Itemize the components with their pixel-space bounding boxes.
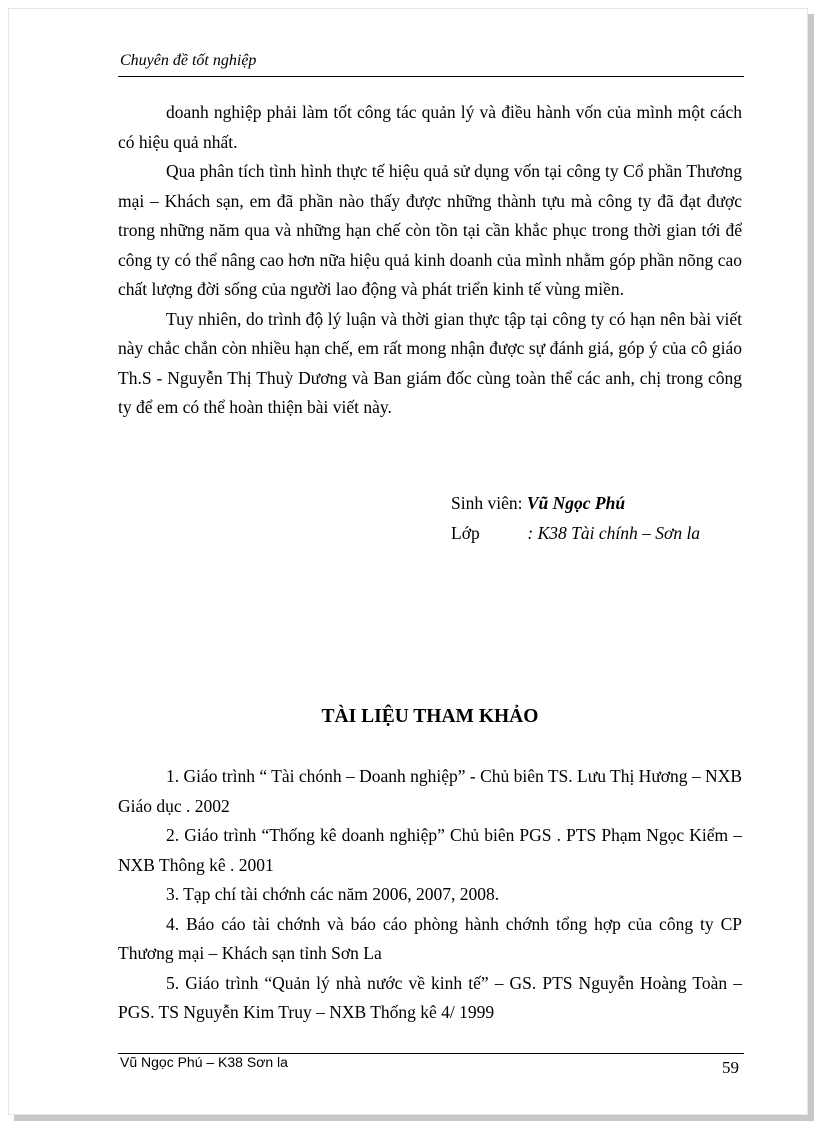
page-shadow-bottom: [14, 1115, 814, 1121]
reference-item: 2. Giáo trình “Thống kê doanh nghiệp” Chủ biên PGS . PTS Phạm Ngọc Kiểm – NXB Thông kê . 2001: [118, 825, 742, 875]
signature-class-row: [451, 518, 700, 548]
reference-item: 3. Tạp chí tài chớnh các năm 2006, 2007, 2008.: [166, 884, 500, 904]
signature-student-row: [451, 488, 700, 518]
footer-author: Vũ Ngọc Phú – K38 Sơn la: [120, 1054, 288, 1070]
reference-item: 4. Báo cáo tài chớnh và báo cáo phòng hành chớnh tổng hợp của công ty CP Thương mại – Khách sạn tỉnh Sơn La: [118, 913, 742, 963]
class-label: Lớp: [451, 523, 480, 543]
student-label: Sinh viên:: [451, 493, 523, 513]
reference-item: 1. Giáo trình “ Tài chónh – Doanh nghiệp” - Chủ biên TS. Lưu Thị Hương – NXB Giáo dục . 2002: [118, 766, 743, 816]
references-list: [118, 762, 742, 1028]
page-shadow-right: [808, 14, 814, 1117]
student-name: Vũ Ngọc Phú: [526, 493, 626, 513]
class-value: : K38 Tài chính – Sơn la: [527, 523, 701, 543]
paragraph: doanh nghiệp phải làm tốt công tác quản lý và điều hành vốn của mình một cách có hiệu quả nhất.: [118, 102, 742, 152]
paragraph: Tuy nhiên, do trình độ lý luận và thời gian thực tập tại công ty có hạn nên bài viết này chắc chắn còn nhiều hạn chế, em rất mong nhận được sự đánh giá, góp ý của cô giáo Th.S - Nguyễn Thị Thuỳ Dương và Ban giám đốc cùng toàn thể các anh, chị trong công ty để em có thể hoàn thiện bài viết này.: [118, 308, 742, 417]
body-text: [118, 98, 742, 423]
page-number: 59: [722, 1058, 739, 1077]
references-title: TÀI LIỆU THAM KHẢO: [321, 706, 539, 727]
header-divider: [118, 76, 744, 77]
page-header-title: Chuyên đề tốt nghiệp: [120, 52, 257, 69]
reference-item: 5. Giáo trình “Quản lý nhà nước về kinh tế” – GS. PTS Nguyễn Hoàng Toàn – PGS. TS Nguyễn Kim Truy – NXB Thống kê 4/ 1999: [118, 972, 742, 1022]
signature-block: [451, 488, 700, 548]
paragraph: Qua phân tích tình hình thực tế hiệu quả sử dụng vốn tại công ty Cổ phần Thương mại – Khách sạn, em đã phần nào thấy được những thành tựu mà công ty đã đạt được trong những năm qua và những hạn chế còn tồn tại cần khắc phục trong thời gian tới để công ty có thể nâng cao hơn nữa hiệu quả kinh doanh của mình nhằm góp phần nõng cao chất lượng đời sống của người lao động và phát triển kinh tế vùng miền.: [118, 161, 742, 299]
